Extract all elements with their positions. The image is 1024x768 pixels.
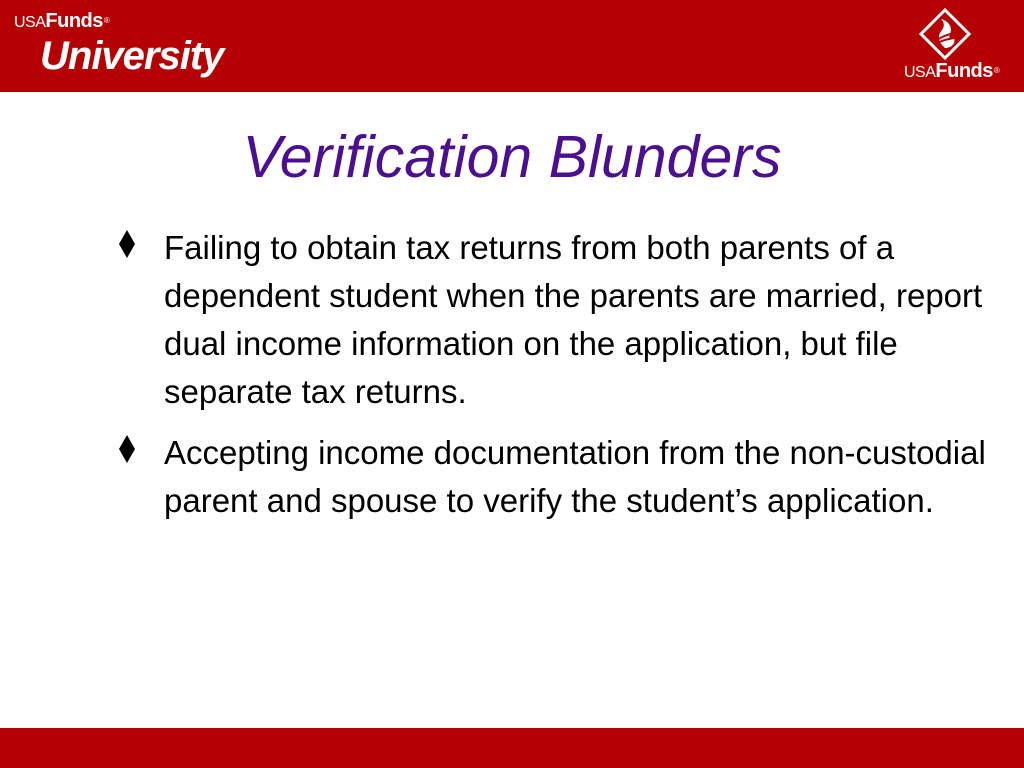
brand-funds: Funds <box>45 10 103 32</box>
bullet-item <box>118 224 998 416</box>
brand-usa: USA <box>904 64 936 81</box>
bullet-list <box>118 224 998 538</box>
usafunds-logo <box>902 8 1000 84</box>
registered-mark: ® <box>103 16 110 25</box>
usafunds-university-logo <box>14 10 223 78</box>
logo-brand-text-right <box>904 60 999 84</box>
bullet-text: Failing to obtain tax returns from both parents of a dependent student when the parents are married, report dual income information on the application, but file separate tax returns. <box>164 229 983 410</box>
flame-diamond-icon <box>918 8 972 60</box>
header-bar <box>0 0 1024 92</box>
brand-usa: USA <box>14 14 46 31</box>
logo-brand-text <box>14 10 223 34</box>
footer-bar <box>0 728 1024 768</box>
diamond-bullet-icon <box>118 229 136 259</box>
registered-mark: ® <box>993 66 1000 75</box>
slide-title: Verification Blunders <box>242 124 782 190</box>
diamond-bullet-icon <box>118 434 136 464</box>
brand-funds: Funds <box>935 60 993 82</box>
logo-university-text: University <box>40 34 224 78</box>
bullet-item <box>118 429 998 525</box>
bullet-text: Accepting income documentation from the non-custodial parent and spouse to verify the student’s application. <box>164 434 986 519</box>
